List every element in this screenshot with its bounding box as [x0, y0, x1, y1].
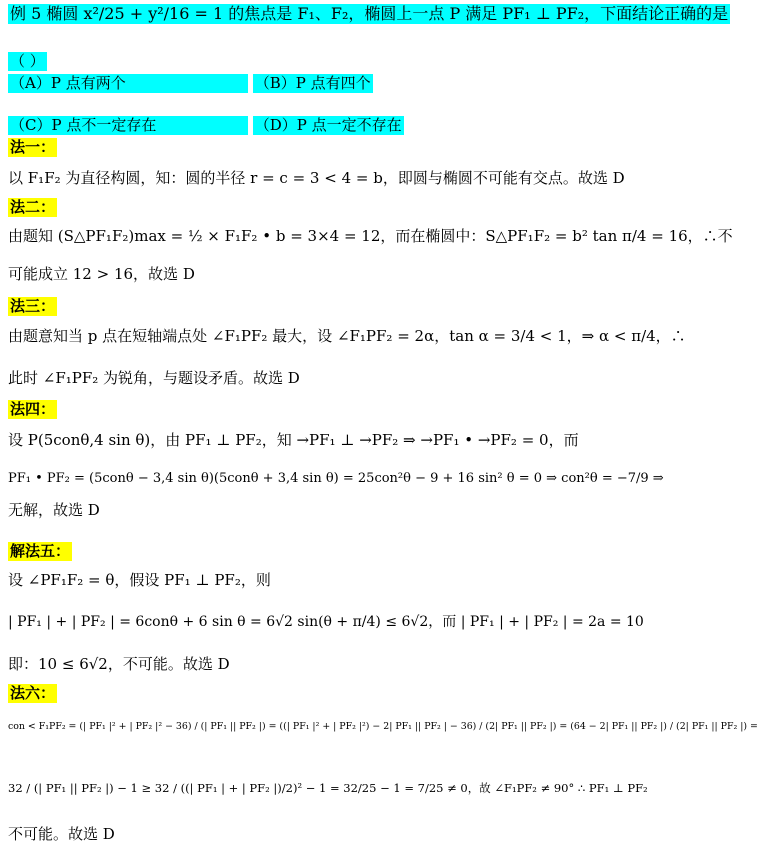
method6-heading-row	[8, 684, 57, 703]
method2-text-1: 由题知 (S△PF₁F₂)max = ½ × F₁F₂ • b = 3×4 = 12，而在椭圆中：S△PF₁F₂ = b² tan π/4 = 16，∴不	[8, 227, 733, 245]
choice-b: （B）P 点有四个	[254, 74, 371, 92]
method1-heading-row	[8, 138, 57, 157]
method6-text-1: con < F₁PF₂ = (| PF₁ |² + | PF₂ |² − 36) / (| PF₁ || PF₂ |) = ((| PF₁ |² + | PF₂ |²) − 2| PF₁ || PF₂ | − 36) / (2| PF₁ || PF₂ |) = (64 − 2| PF₁ || PF₂ |) / (2| PF₁ || PF₂ |) =	[8, 721, 758, 732]
problem-line1: 例 5 椭圆 x²/25 + y²/16 = 1 的焦点是 F₁、F₂，椭圆上一点 P 满足 PF₁ ⊥ PF₂，下面结论正确的是	[10, 4, 729, 23]
method5-text-2: | PF₁ | + | PF₂ | = 6conθ + 6 sin θ = 6√2 sin(θ + π/4) ≤ 6√2，而 | PF₁ | + | PF₂ | = 2a = 10	[8, 614, 644, 630]
method2-text-2: 可能成立 12 > 16，故选 D	[8, 265, 195, 283]
choice-a: （A）P 点有两个	[8, 74, 248, 93]
choices-row-2	[8, 116, 404, 135]
method4-text-2: PF₁ • PF₂ = (5conθ − 3,4 sin θ)(5conθ + 3,4 sin θ) = 25con²θ − 9 + 16 sin² θ = 0 ⇒ con²θ = −7/9 ⇒	[8, 471, 664, 486]
choice-d: （D）P 点一定不存在	[254, 116, 402, 134]
method3-heading-row	[8, 297, 57, 316]
method5-heading: 解法五：	[10, 542, 71, 560]
choice-c: （C）P 点不一定存在	[8, 116, 248, 135]
method6-heading: 法六：	[10, 684, 56, 702]
answer-paren: （ ）	[10, 52, 45, 70]
method3-heading: 法三：	[10, 297, 56, 315]
method4-heading-row	[8, 400, 57, 419]
method3-text-1: 由题意知当 p 点在短轴端点处 ∠F₁PF₂ 最大，设 ∠F₁PF₂ = 2α，tan α = 3/4 < 1，⇒ α < π/4，∴	[8, 327, 686, 345]
method2-heading-row	[8, 198, 57, 217]
method6-text-2: 32 / (| PF₁ || PF₂ |) − 1 ≥ 32 / ((| PF₁ | + | PF₂ |)/2)² − 1 = 32/25 − 1 = 7/25 ≠ 0，故 ∠F₁PF₂ ≠ 90° ∴ PF₁ ⊥ PF₂	[8, 781, 648, 795]
method4-text-1: 设 P(5conθ,4 sin θ)，由 PF₁ ⊥ PF₂，知 →PF₁ ⊥ →PF₂ ⇒ →PF₁ • →PF₂ = 0，而	[8, 431, 579, 449]
method6-text-3: 不可能。故选 D	[8, 825, 115, 843]
method4-text-3: 无解，故选 D	[8, 501, 100, 519]
problem-statement	[8, 4, 730, 24]
method4-heading: 法四：	[10, 400, 56, 418]
method2-heading: 法二：	[10, 198, 56, 216]
problem-paren-row	[8, 52, 47, 71]
method1-text: 以 F₁F₂ 为直径构圆，知：圆的半径 r = c = 3 < 4 = b，即圆与椭圆不可能有交点。故选 D	[8, 169, 625, 187]
method5-text-3: 即：10 ≤ 6√2，不可能。故选 D	[8, 655, 230, 673]
choices-row-1	[8, 74, 373, 93]
method5-heading-row	[8, 542, 72, 561]
method3-text-2: 此时 ∠F₁PF₂ 为锐角，与题设矛盾。故选 D	[8, 369, 300, 387]
method5-text-1: 设 ∠PF₁F₂ = θ，假设 PF₁ ⊥ PF₂，则	[8, 571, 271, 589]
method1-heading: 法一：	[10, 138, 56, 156]
